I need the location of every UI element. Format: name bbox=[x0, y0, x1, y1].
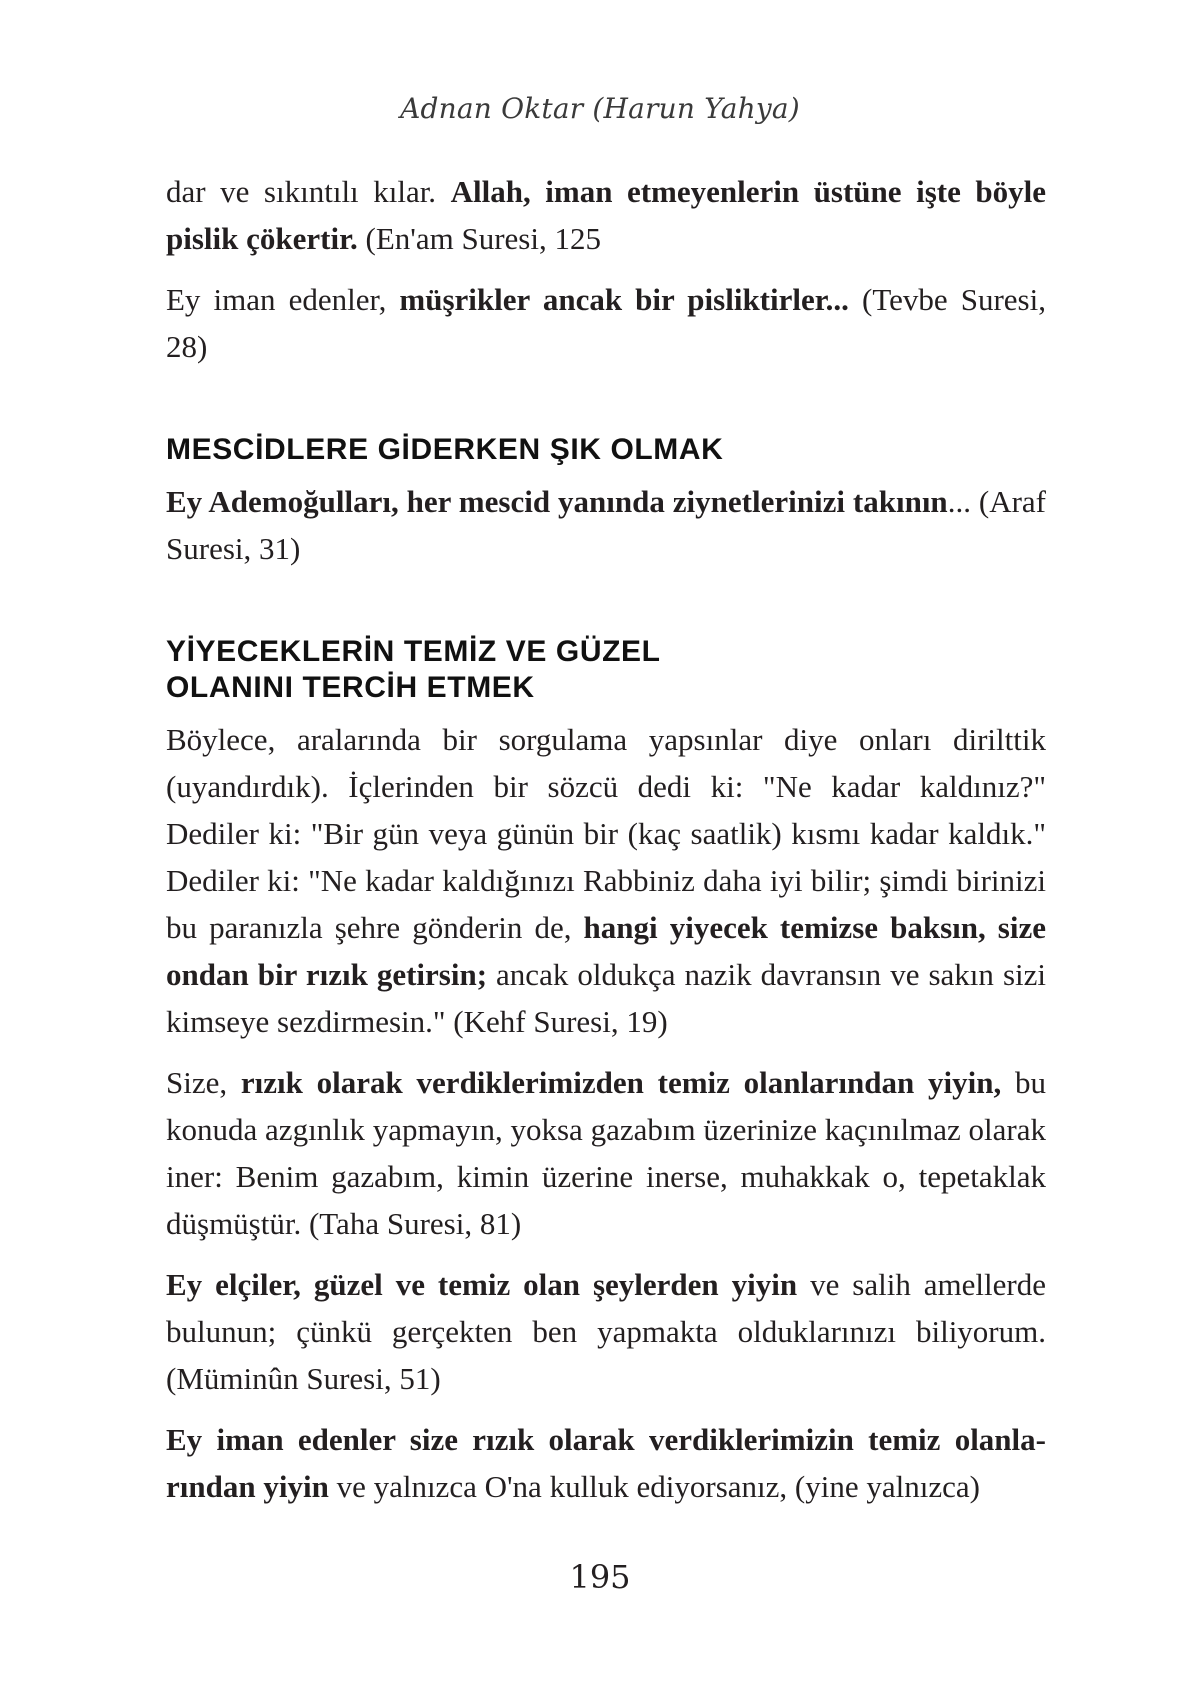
verse-emphasis: Allah, iman etmeyenlerin üstüne işte böyle pislik çökertir. bbox=[166, 174, 1046, 256]
page-body bbox=[166, 168, 1046, 1524]
heading-line: OLANINI TERCİH ETMEK bbox=[166, 671, 535, 704]
paragraph-text: Böylece, aralarında bir sorgulama yapsınlar diye onları dirilttik (uyandırdık). İçlerinden bir sözcü dedi ki: "Ne kadar kaldınız?" Dediler ki: "Bir gün veya günün bir (kaç saatlik) kısmı kadar kaldık." Dediler ki: "Ne kadar kaldığınızı Rabbiniz daha iyi bilir; şimdi birinizi bu paranızla şehre gönderin de, bbox=[166, 722, 1046, 945]
paragraph-text: dar ve sıkıntılı kılar. bbox=[166, 174, 451, 209]
paragraph-mominun bbox=[166, 1261, 1046, 1402]
section-heading-yiyecek bbox=[166, 634, 1046, 706]
verse-emphasis: Ey iman edenler size rızık olarak verdiklerimizin temiz olanlarından yiyin bbox=[166, 1422, 1046, 1504]
paragraph-text: Ey iman edenler, bbox=[166, 282, 400, 317]
running-head: Adnan Oktar (Harun Yahya) bbox=[400, 92, 800, 125]
verse-citation: (En'am Suresi, 125 bbox=[357, 221, 601, 256]
paragraph-text: Size, bbox=[166, 1065, 241, 1100]
paragraph-taha bbox=[166, 1059, 1046, 1247]
verse-citation: ve salih amellerde bulunun; çünkü gerçekten ben yapmakta olduklarınızı biliyorum. (Müminûn Suresi, 51) bbox=[166, 1267, 1046, 1396]
verse-citation: (Tevbe Suresi, 28) bbox=[166, 282, 1046, 364]
verse-emphasis: Ey elçiler, güzel ve temiz olan şeylerden yiyin bbox=[166, 1267, 798, 1302]
verse-emphasis: rızık olarak verdiklerimizden temiz olanlarından yiyin, bbox=[240, 1065, 1002, 1100]
paragraph-bakara bbox=[166, 1416, 1046, 1510]
paragraph-tevbe bbox=[166, 276, 1046, 370]
verse-citation: ... (Araf Suresi, 31) bbox=[166, 484, 1047, 566]
paragraph-araf bbox=[166, 478, 1046, 572]
section-heading-mescid: MESCİDLERE GİDERKEN ŞIK OLMAK bbox=[166, 433, 724, 466]
paragraph-kehf bbox=[166, 716, 1046, 1045]
verse-emphasis: Ey Ademoğulları, her mescid yanında ziynetlerinizi takının bbox=[166, 484, 948, 519]
heading-line: YİYECEKLERİN TEMİZ VE GÜZEL bbox=[166, 635, 661, 668]
page-number: 195 bbox=[569, 1558, 631, 1596]
verse-citation: bu konuda azgınlık yapmayın, yoksa gazabım üzerinize kaçınılmaz olarak iner: Benim gazabım, kimin üzerine inerse, muhakkak o, tepetaklak düşmüştür. (Taha Suresi, 81) bbox=[166, 1065, 1047, 1241]
verse-emphasis: hangi yiyecek temizse baksın, size ondan bir rızık getirsin; bbox=[166, 910, 1046, 992]
verse-citation: ancak oldukça nazik davransın ve sakın sizi kimseye sezdirmesin." (Kehf Suresi, 19) bbox=[166, 957, 1046, 1039]
paragraph-enam bbox=[166, 168, 1046, 262]
verse-emphasis: müşrikler ancak bir pisliktirler... bbox=[399, 282, 849, 317]
paragraph-text: ve yalnızca O'na kulluk ediyorsanız, (yine yalnızca) bbox=[328, 1469, 980, 1504]
